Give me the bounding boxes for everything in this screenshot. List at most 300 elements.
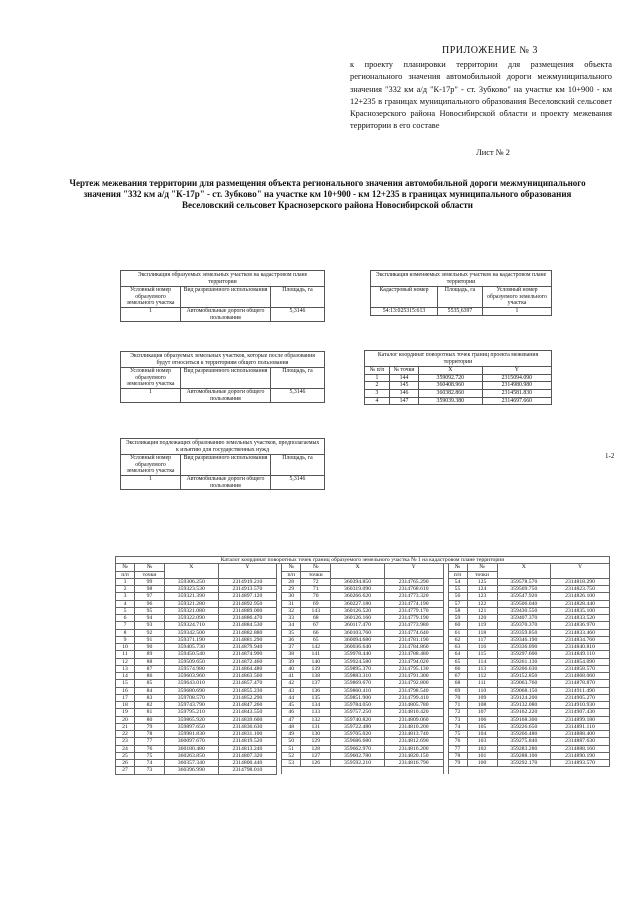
table-cell: 3 — [116, 593, 135, 600]
table-cell: 7 — [116, 622, 135, 629]
table-cell: 2314864.480 — [218, 665, 277, 672]
table-cell: 2314826.100 — [551, 593, 610, 600]
table-cell: 359643.010 — [165, 680, 219, 687]
table-cell: 359261.130 — [497, 658, 551, 665]
table-cell: 72 — [448, 709, 467, 716]
table-row — [116, 578, 610, 585]
table-cell: 89 — [135, 651, 165, 658]
column-header: № — [448, 564, 467, 571]
table-cell: 359981.830 — [165, 731, 219, 738]
column-header: X — [419, 367, 483, 375]
table-cell: 116 — [467, 644, 497, 651]
table-cell: 71 — [301, 586, 331, 593]
table-cell: 2314910.930 — [551, 702, 610, 709]
table-cell: 359063.760 — [497, 680, 551, 687]
table-cell: 102 — [467, 745, 497, 752]
table-cell: 127 — [301, 752, 331, 759]
table-cell: 359323.530 — [165, 586, 219, 593]
table-cell: 359569.750 — [497, 586, 551, 593]
table-cell: 360103.760 — [331, 629, 385, 636]
table-cell: 60 — [448, 622, 467, 629]
table-cell: 2314919.210 — [218, 578, 277, 585]
table-cell: 56 — [448, 593, 467, 600]
table-cell: 2314835.100 — [551, 607, 610, 614]
table-cell: 2314765.290 — [384, 578, 443, 585]
table-cell: 31 — [282, 600, 301, 607]
table-cell: 122 — [467, 600, 497, 607]
table-cell: 43 — [282, 687, 301, 694]
table-cell: 2314697.660 — [482, 397, 551, 405]
table-cell: 136 — [301, 687, 331, 694]
table-cell: 359162.220 — [497, 709, 551, 716]
table-cell: 2 — [365, 382, 390, 390]
table-cell: 69 — [301, 600, 331, 607]
table-cell: 2314779.170 — [384, 607, 443, 614]
table-caption: Каталог координат поворотных точек границ образуемого земельного участка № 1 на кадастровом плане территории — [116, 557, 610, 564]
column-header: п/п — [448, 571, 467, 578]
table-cell: 64 — [448, 651, 467, 658]
table-cell: 125 — [467, 578, 497, 585]
table-cell: 360126.520 — [331, 607, 385, 614]
table-cell: 359359.850 — [497, 629, 551, 636]
column-header: Условный номер образуемого земельного участка — [121, 287, 181, 308]
table-cell: 95 — [135, 607, 165, 614]
table-cell: 21 — [116, 723, 135, 730]
table-cell: 54 — [448, 578, 467, 585]
table-cell: 359740.820 — [331, 716, 385, 723]
table-cell: 2314890.190 — [551, 752, 610, 759]
table-row — [116, 615, 610, 622]
table-cell: 359680.690 — [165, 687, 219, 694]
table-cell: 359283.280 — [497, 745, 551, 752]
table-cell: 124 — [467, 586, 497, 593]
table-cell: 2314893.570 — [551, 760, 610, 767]
table-cell: 2314791.300 — [384, 673, 443, 680]
table-cell: 1 — [121, 307, 181, 321]
table-cell: 88 — [135, 658, 165, 665]
table-cell: 2314774.640 — [384, 629, 443, 636]
boundary-catalog-table — [115, 556, 610, 775]
table-cell — [497, 767, 551, 774]
table-cell: 70 — [448, 694, 467, 701]
table-cell: 359306.250 — [165, 578, 219, 585]
table-cell: 45 — [282, 702, 301, 709]
table-cell: 2314888.400 — [551, 731, 610, 738]
table-cell: 2314805.780 — [384, 702, 443, 709]
table-cell: 2314858.570 — [551, 665, 610, 672]
table-cell: 18 — [116, 702, 135, 709]
table-cell: 4 — [365, 397, 390, 405]
table-cell: 96 — [135, 600, 165, 607]
table-cell: 77 — [135, 738, 165, 745]
table-cell: 58 — [448, 607, 467, 614]
table-row — [116, 607, 610, 614]
table-row — [116, 658, 610, 665]
table-cell: 2314836.630 — [218, 723, 277, 730]
table-cell: 4 — [116, 600, 135, 607]
table-cell: 137 — [301, 680, 331, 687]
table-cell: 84 — [135, 687, 165, 694]
table-cell: 78 — [448, 752, 467, 759]
table-cell: 2314818.290 — [551, 578, 610, 585]
table-cell — [384, 767, 443, 774]
table-cell: 48 — [282, 723, 301, 730]
table-cell: 61 — [448, 629, 467, 636]
table-cell: 359574.980 — [165, 665, 219, 672]
table-cell: 93 — [135, 622, 165, 629]
table-cell: 146 — [390, 389, 419, 397]
table-cell: 359168.300 — [497, 716, 551, 723]
table-row — [116, 738, 610, 745]
table-cell: 52 — [282, 752, 301, 759]
table-cell: 2314852.290 — [218, 694, 277, 701]
table-cell: 359321.280 — [165, 600, 219, 607]
table-cell: 121 — [467, 607, 497, 614]
table-cell: 359743.790 — [165, 702, 219, 709]
table-cell: 2314839.600 — [218, 716, 277, 723]
table-cell: 2314810.420 — [384, 709, 443, 716]
table-row — [116, 760, 610, 767]
table-row — [116, 702, 610, 709]
table-cell: 2314884.530 — [218, 622, 277, 629]
table-cell: 71 — [448, 702, 467, 709]
table-cell: 359092.720 — [419, 374, 483, 382]
table-cell: 83 — [135, 694, 165, 701]
table-cell: 143 — [301, 607, 331, 614]
table-cell: 359132.080 — [497, 702, 551, 709]
table-cell: 1 — [121, 475, 181, 489]
table-cell: 1 — [116, 578, 135, 585]
table-cell: 359342.500 — [165, 629, 219, 636]
table-cell: 2314779.190 — [384, 615, 443, 622]
table-cell: 360227.180 — [331, 600, 385, 607]
column-header: Площадь, га — [271, 368, 325, 389]
table-cell: 26 — [116, 760, 135, 767]
table-cell: 38 — [282, 651, 301, 658]
table-cell: 147 — [390, 397, 419, 405]
table-cell: 67 — [301, 622, 331, 629]
table-cell: 123 — [467, 593, 497, 600]
table-cell: 3 — [365, 389, 390, 397]
table-cell: 359784.050 — [331, 702, 385, 709]
coords-project-table — [364, 350, 552, 405]
table-cell: 62 — [448, 636, 467, 643]
table-cell: 2314795.130 — [384, 665, 443, 672]
table-cell: 90 — [135, 644, 165, 651]
table-cell: 113 — [467, 665, 497, 672]
table-cell: 2314812.690 — [384, 738, 443, 745]
table-cell: 13 — [116, 665, 135, 672]
table-cell: 49 — [282, 731, 301, 738]
table-cell: 359883.310 — [331, 673, 385, 680]
table-cell: 59 — [448, 615, 467, 622]
table-cell: 103 — [467, 738, 497, 745]
table-cell: 2314819.520 — [218, 738, 277, 745]
table-cell: 2314581.830 — [482, 389, 551, 397]
table-cell: 2314889.000 — [218, 607, 277, 614]
table-cell: 1 — [365, 374, 390, 382]
table-cell: 5 — [116, 607, 135, 614]
table-cell: 101 — [467, 752, 497, 759]
table-cell: Автомобильные дороги общего пользования — [181, 307, 271, 321]
table-cell: 359226.650 — [497, 723, 551, 730]
table-cell: 47 — [282, 716, 301, 723]
table-cell: 81 — [135, 709, 165, 716]
table-cell: 359978.440 — [331, 651, 385, 658]
table-cell: 50 — [282, 738, 301, 745]
table-cell: 15 — [116, 680, 135, 687]
table-cell: 5,3146 — [271, 475, 325, 489]
table-cell: 359124.200 — [497, 694, 551, 701]
table-cell: 2314834.760 — [551, 636, 610, 643]
table-row — [116, 709, 610, 716]
table-cell: 5,3146 — [271, 388, 325, 402]
table-cell: 23 — [116, 738, 135, 745]
column-header: X — [497, 564, 551, 579]
table-cell: 359288.100 — [497, 752, 551, 759]
table-cell: 111 — [467, 680, 497, 687]
table-cell: 5,3146 — [271, 307, 325, 321]
table-cell: 359407.370 — [497, 615, 551, 622]
explication-seized-table — [120, 438, 325, 490]
table-cell: 2314792.800 — [384, 680, 443, 687]
table-cell: 10 — [116, 644, 135, 651]
table-cell: 77 — [448, 745, 467, 752]
table-cell: 100 — [467, 760, 497, 767]
sheet-number: Лист № 2 — [476, 148, 510, 157]
table-cell — [282, 767, 301, 774]
table-cell: 359686.680 — [331, 738, 385, 745]
table-cell: 74 — [448, 723, 467, 730]
table-cell: 20 — [116, 716, 135, 723]
table-cell: 82 — [135, 702, 165, 709]
column-header: № — [116, 564, 135, 571]
table-cell: 42 — [282, 680, 301, 687]
table-row — [116, 745, 610, 752]
table-cell: 359321.080 — [165, 607, 219, 614]
table-cell: 2314840.810 — [551, 644, 610, 651]
table-cell: 68 — [448, 680, 467, 687]
table-cell: 109 — [467, 694, 497, 701]
table-cell: 139 — [301, 665, 331, 672]
column-header: точки — [301, 571, 331, 578]
table-cell: 359592.210 — [331, 760, 385, 767]
table-cell: 132 — [301, 716, 331, 723]
table-cell: 2314833.460 — [551, 629, 610, 636]
table-caption: Каталог координат поворотных точек границ проекта межевания территории — [365, 351, 552, 367]
table-row — [116, 636, 610, 643]
table-cell: 2314798.540 — [384, 687, 443, 694]
table-cell: 359602.780 — [331, 752, 385, 759]
table-cell: 359371.190 — [165, 636, 219, 643]
table-cell: 46 — [282, 709, 301, 716]
table-cell: 74 — [135, 760, 165, 767]
table-cell: 359321.390 — [165, 593, 219, 600]
table-cell: 2314886.470 — [218, 615, 277, 622]
table-cell: 115 — [467, 651, 497, 658]
column-header: № — [282, 564, 301, 571]
table-cell: 359757.250 — [331, 709, 385, 716]
table-cell: 30 — [282, 593, 301, 600]
table-cell: 66 — [301, 629, 331, 636]
column-header: п/п — [116, 571, 135, 578]
explication-common-table — [120, 351, 325, 403]
table-cell: 359860.410 — [331, 687, 385, 694]
table-cell: 359297.600 — [497, 651, 551, 658]
table-cell: 72 — [301, 578, 331, 585]
table-cell: 359039.380 — [419, 397, 483, 405]
column-header: Площадь, га — [271, 287, 325, 308]
table-cell: 2314843.550 — [218, 709, 277, 716]
table-cell: 2314907.430 — [551, 709, 610, 716]
table-row — [116, 629, 610, 636]
column-header: Вид разрешенного использования — [181, 368, 271, 389]
table-caption: Экспликация подлежащих образованию земельных участков, предполагаемых к изъятию для государственных нужд — [121, 439, 325, 455]
table-cell: 144 — [390, 374, 419, 382]
table-cell: 2314881.290 — [218, 636, 277, 643]
table-row — [116, 687, 610, 694]
table-cell: 44 — [282, 694, 301, 701]
table-cell: 2314833.520 — [551, 615, 610, 622]
table-cell: 41 — [282, 673, 301, 680]
table-cell: 359897.650 — [165, 723, 219, 730]
table-cell: 107 — [467, 709, 497, 716]
table-cell: 128 — [301, 745, 331, 752]
table-cell: 360382.860 — [419, 389, 483, 397]
column-header: п/п — [282, 571, 301, 578]
table-cell — [301, 767, 331, 774]
table-cell: 16 — [116, 687, 135, 694]
table-cell — [551, 767, 610, 774]
table-cell: 118 — [467, 629, 497, 636]
table-cell: 359206.630 — [497, 665, 551, 672]
table-cell: 359869.670 — [331, 680, 385, 687]
table-cell: 2314799.410 — [384, 694, 443, 701]
table-cell: 2314798.010 — [218, 767, 277, 774]
table-cell: 141 — [301, 651, 331, 658]
table-cell: 359851.900 — [331, 694, 385, 701]
table-cell: 360097.670 — [165, 738, 219, 745]
table-cell: 120 — [467, 615, 497, 622]
table-cell: 2314836.970 — [551, 622, 610, 629]
table-row — [116, 586, 610, 593]
table-cell: 2314905.270 — [551, 694, 610, 701]
table-cell: 73 — [135, 767, 165, 774]
table-cell: 359450.540 — [165, 651, 219, 658]
table-cell: 2314809.060 — [384, 716, 443, 723]
table-cell: 359346.190 — [497, 636, 551, 643]
table-cell: 39 — [282, 658, 301, 665]
table-cell: 51 — [282, 745, 301, 752]
table-caption: Экспликация образуемых земельных участков на кадастровом плане территории — [121, 271, 325, 287]
table-cell: 360266.620 — [331, 593, 385, 600]
table-cell: 25 — [116, 752, 135, 759]
table-cell: 359895.370 — [331, 665, 385, 672]
table-cell: 359336.090 — [497, 644, 551, 651]
table-cell: 2314887.630 — [551, 738, 610, 745]
table-cell: 2314807.320 — [218, 752, 277, 759]
table-cell: 75 — [135, 752, 165, 759]
table-row — [116, 767, 610, 774]
table-cell: 2314888.160 — [551, 745, 610, 752]
appendix-title: ПРИЛОЖЕНИЕ № 3 — [442, 45, 538, 56]
column-header: Y — [482, 367, 551, 375]
table-cell: 17 — [116, 694, 135, 701]
table-row — [116, 644, 610, 651]
table-cell: 27 — [116, 767, 135, 774]
table-cell: 2315094.090 — [482, 374, 551, 382]
table-cell: 2314879.940 — [218, 644, 277, 651]
table-cell: 99 — [135, 578, 165, 585]
table-cell: 133 — [301, 709, 331, 716]
column-header: Условный номер образуемого земельного участка — [483, 287, 552, 308]
table-cell: 359509.650 — [165, 658, 219, 665]
table-cell: 29 — [282, 586, 301, 593]
table-cell — [467, 767, 497, 774]
column-header: Y — [551, 564, 610, 579]
table-cell: 2314892.950 — [218, 600, 277, 607]
table-cell: 76 — [135, 745, 165, 752]
table-cell: 63 — [448, 644, 467, 651]
table-cell: 2314913.570 — [218, 586, 277, 593]
table-cell: 2314882.880 — [218, 629, 277, 636]
table-cell: 2314788.480 — [384, 651, 443, 658]
table-cell: 359275.840 — [497, 738, 551, 745]
appendix-text: к проекту планировки территории для размещения объекта регионального значения автомобильной дороги межмуниципального значения "332 км а/д "К-17р" - ст. Зубково" на участке км 10+900 - км 12+235 в границах муниципального образования Веселовский сельсовет Краснозерского района Новосибирской области и проекту межевания территории в его составе — [350, 60, 612, 131]
table-cell: 69 — [448, 687, 467, 694]
table-cell: 359430.550 — [497, 607, 551, 614]
table-cell: 2314820.150 — [384, 752, 443, 759]
table-cell: 359322.090 — [165, 615, 219, 622]
table-cell: 105 — [467, 723, 497, 730]
table-cell: 142 — [301, 644, 331, 651]
table-cell: 2 — [116, 586, 135, 593]
table-cell: 33 — [282, 615, 301, 622]
column-header: Y — [218, 564, 277, 579]
column-header: Площадь, га — [438, 287, 483, 308]
column-header: точки — [467, 571, 497, 578]
table-cell: 6 — [116, 615, 135, 622]
column-header: X — [331, 564, 385, 579]
table-cell: 360396.990 — [165, 767, 219, 774]
table-cell: 76 — [448, 738, 467, 745]
table-cell: 86 — [135, 673, 165, 680]
table-cell: 67 — [448, 673, 467, 680]
column-header: № — [467, 564, 497, 571]
table-cell: 2314768.610 — [384, 586, 443, 593]
table-cell: 57 — [448, 600, 467, 607]
table-cell: 54:13:025315:613 — [371, 307, 438, 315]
table-cell: 97 — [135, 593, 165, 600]
table-cell: 359924.580 — [331, 658, 385, 665]
table-cell: 28 — [282, 578, 301, 585]
table-cell: 2314872.460 — [218, 658, 277, 665]
table-cell: 2314874.990 — [218, 651, 277, 658]
table-cell: 359795.210 — [165, 709, 219, 716]
table-cell: 2314773.980 — [384, 622, 443, 629]
table-cell: 359578.570 — [497, 578, 551, 585]
table-cell: 9 — [116, 636, 135, 643]
table-cell: 65 — [448, 658, 467, 665]
table-cell: 1 — [121, 388, 181, 402]
table-cell: 360319.090 — [331, 586, 385, 593]
column-header: № точки — [390, 367, 419, 375]
table-cell: 2314816.200 — [384, 745, 443, 752]
table-cell: 126 — [301, 760, 331, 767]
table-cell: 24 — [116, 745, 135, 752]
drawing-title: Чертеж межевания территории для размещения объекта регионального значения автомобильной дороги межмуниципального значения "332 км а/д "К-17р" - ст. Зубково" на участке км 10+900 - км 12+235 в границах муниципального образования Веселовский сельсовет Краснозерского района Новосибирской области — [69, 178, 586, 210]
table-cell: 40 — [282, 665, 301, 672]
